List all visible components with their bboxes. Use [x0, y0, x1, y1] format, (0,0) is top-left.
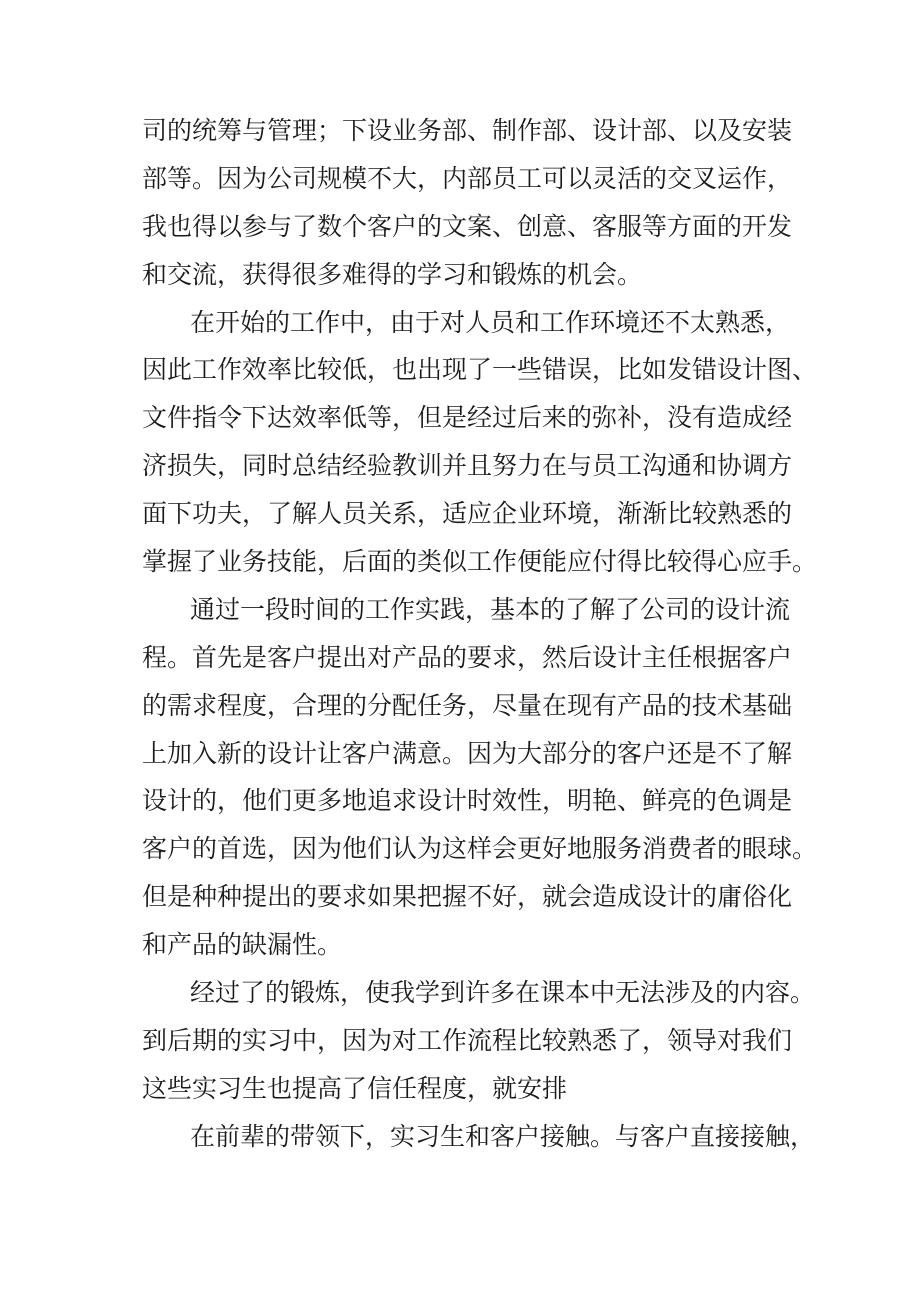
text-line: 面下功夫，了解人员关系，适应企业环境，渐渐比较熟悉的	[142, 499, 793, 529]
text-line: 经过了的锻炼，使我学到许多在课本中无法涉及的内容。	[190, 978, 816, 1008]
text-line: 设计的，他们更多地追求设计时效性，明艳、鲜亮的色调是	[142, 786, 793, 816]
text-line: 掌握了业务技能，后面的类似工作便能应付得比较得心应手。	[142, 547, 818, 577]
text-line: 这些实习生也提高了信任程度，就安排	[142, 1073, 568, 1103]
text-line: 部等。因为公司规模不大，内部员工可以灵活的交叉运作，	[142, 163, 793, 193]
text-line: 和交流，获得很多难得的学习和锻炼的机会。	[142, 259, 643, 289]
text-line: 到后期的实习中，因为对工作流程比较熟悉了，领导对我们	[142, 1025, 793, 1055]
text-line: 济损失，同时总结经验教训并且努力在与员工沟通和协调方	[142, 451, 793, 481]
text-line: 我也得以参与了数个客户的文案、创意、客服等方面的开发	[142, 211, 793, 241]
text-line: 在前辈的带领下，实习生和客户接触。与客户直接接触，	[190, 1121, 816, 1151]
text-line: 的需求程度，合理的分配任务，尽量在现有产品的技术基础	[142, 690, 793, 720]
text-line: 程。首先是客户提出对产品的要求，然后设计主任根据客户	[142, 642, 793, 672]
text-line: 司的统筹与管理；下设业务部、制作部、设计部、以及安装	[142, 116, 793, 145]
text-line: 在开始的工作中，由于对人员和工作环境还不太熟悉，	[190, 307, 791, 337]
text-line: 因此工作效率比较低，也出现了一些错误，比如发错设计图、	[142, 355, 818, 385]
text-line: 客户的首选，因为他们认为这样会更好地服务消费者的眼球。	[142, 834, 818, 864]
text-line: 但是种种提出的要求如果把握不好，就会造成设计的庸俗化	[142, 882, 793, 912]
text-line: 通过一段时间的工作实践，基本的了解了公司的设计流	[190, 594, 791, 624]
text-line: 和产品的缺漏性。	[142, 930, 343, 960]
text-line: 上加入新的设计让客户满意。因为大部分的客户还是不了解	[142, 738, 793, 768]
document-body	[142, 107, 818, 1161]
text-line: 文件指令下达效率低等，但是经过后来的弥补，没有造成经	[142, 403, 793, 433]
